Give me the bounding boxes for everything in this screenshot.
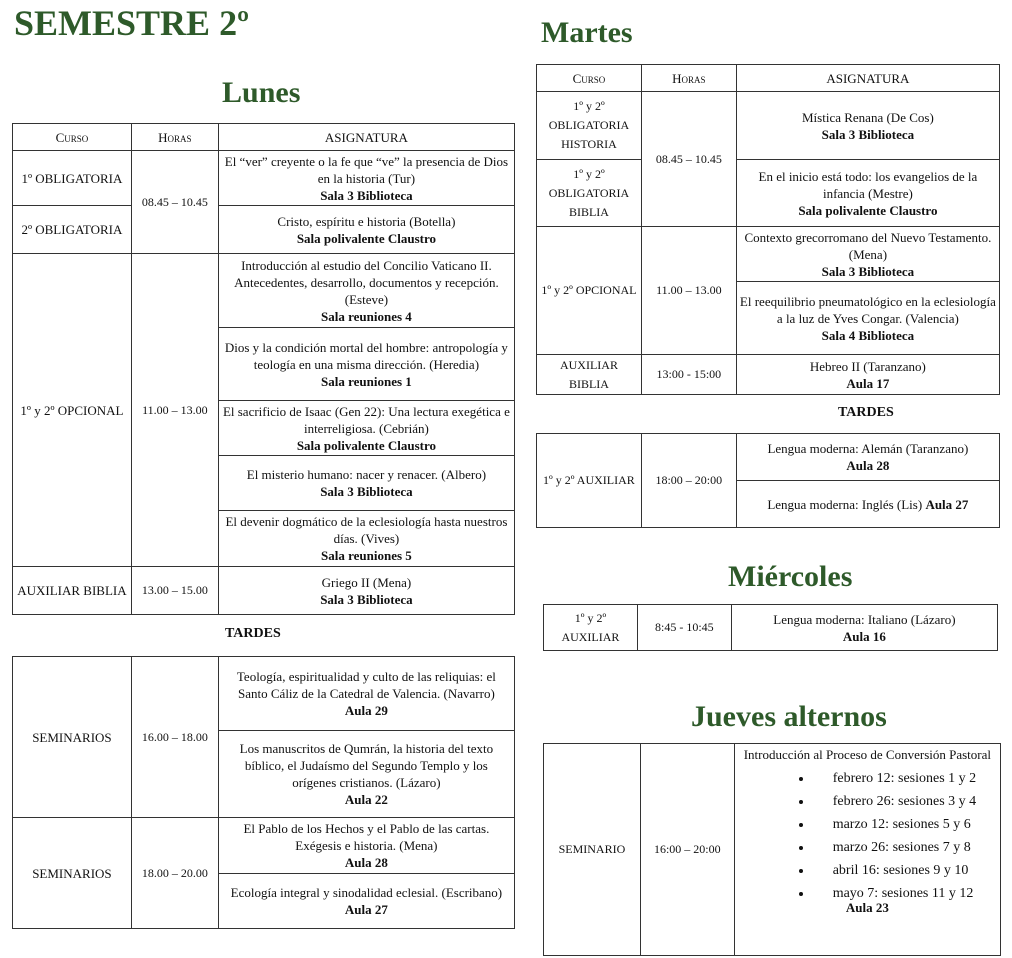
curso-cell: 1º y 2º OPCIONAL: [13, 254, 132, 567]
col-header-asignatura: ASIGNATURA: [218, 124, 514, 151]
subject-cell: [218, 874, 514, 929]
subject-text: Lengua moderna: Inglés (Lis): [767, 496, 923, 512]
session-item: • febrero 26: sesiones 3 y 4: [813, 790, 997, 813]
subject-text: Introducción al estudio del Concilio Vaticano II. Antecedentes, desarrollo, documentos y recepción. (Esteve): [234, 257, 499, 307]
room-label: Sala reuniones 4: [321, 308, 412, 324]
horas-cell: 08.45 – 10.45: [641, 92, 736, 227]
room-label: Aula 28: [846, 458, 890, 473]
martes-morning-table: [536, 64, 1000, 395]
horas-cell: 16:00 – 20:00: [640, 744, 734, 956]
subject-cell: [736, 227, 999, 282]
subject-cell: [218, 511, 514, 567]
curso-cell: 1º y 2º OPCIONAL: [537, 227, 642, 355]
subject-cell: [218, 328, 514, 401]
subject-cell: [736, 160, 999, 227]
room-label: Aula 27: [344, 902, 388, 917]
subject-text: Griego II (Mena): [321, 574, 412, 590]
subject-cell: [736, 282, 999, 355]
room-label: Sala 3 Biblioteca: [320, 187, 413, 203]
room-label: Sala polivalente Claustro: [798, 202, 938, 218]
horas-cell: 13.00 – 15.00: [131, 567, 218, 615]
subject-cell: [218, 151, 514, 206]
room-label: Sala 4 Biblioteca: [821, 327, 915, 343]
horas-cell: 11.00 – 13.00: [641, 227, 736, 355]
session-item: • febrero 12: sesiones 1 y 2: [813, 767, 997, 790]
room-label: Sala 3 Biblioteca: [320, 591, 413, 607]
subject-text: El “ver” creyente o la fe que “ve” la presencia de Dios en la historia (Tur): [224, 153, 509, 186]
miercoles-table: [543, 604, 998, 651]
subject-text: Contexto grecorromano del Nuevo Testamento. (Mena): [744, 229, 992, 262]
horas-cell: 11.00 – 13.00: [131, 254, 218, 567]
room-label: Sala polivalente Claustro: [296, 230, 436, 246]
col-header-curso: Curso: [13, 124, 132, 151]
subject-text: Los manuscritos de Qumrán, la historia del texto bíblico, el Judaísmo del Segundo Templo y los orígenes cristianos. (Lázaro): [239, 741, 494, 790]
curso-cell: 1º y 2º AUXILIAR: [544, 605, 638, 651]
room-label: Sala 3 Biblioteca: [821, 263, 915, 279]
martes-tardes-label: TARDES: [838, 405, 894, 420]
curso-cell: 2º OBLIGATORIA: [13, 206, 132, 254]
curso-cell: AUXILIAR BIBLIA: [537, 355, 642, 395]
room-label: Sala reuniones 5: [321, 548, 412, 563]
session-list: [738, 767, 997, 905]
subject-cell: [218, 456, 514, 511]
subject-text: El misterio humano: nacer y renacer. (Albero): [246, 467, 487, 482]
subject-cell: [736, 434, 999, 481]
curso-cell: SEMINARIOS: [13, 818, 132, 929]
horas-cell: 18.00 – 20.00: [131, 818, 218, 929]
subject-text: Ecología integral y sinodalidad eclesial. (Escribano): [230, 885, 503, 900]
horas-cell: 13:00 - 15:00: [641, 355, 736, 395]
subject-cell: [731, 605, 997, 651]
curso-cell: SEMINARIOS: [13, 657, 132, 818]
horas-cell: 16.00 – 18.00: [131, 657, 218, 818]
subject-cell: [218, 401, 514, 456]
lunes-afternoon-table: [12, 656, 515, 929]
lunes-title: Lunes: [222, 76, 301, 109]
subject-cell: [218, 731, 514, 818]
subject-text: Lengua moderna: Alemán (Taranzano): [767, 441, 969, 456]
col-header-horas: Horas: [641, 65, 736, 92]
col-header-horas: Horas: [131, 124, 218, 151]
curso-cell: 1º y 2º OBLIGATORIA HISTORIA: [537, 92, 642, 160]
horas-cell: 8:45 - 10:45: [637, 605, 731, 651]
room-label: Aula 28: [344, 855, 388, 870]
lunes-morning-table: [12, 123, 515, 615]
room-label: Aula 16: [842, 628, 886, 644]
horas-cell: 08.45 – 10.45: [131, 151, 218, 254]
room-label: Aula 27: [925, 496, 969, 512]
subject-text: Lengua moderna: Italiano (Lázaro): [773, 611, 956, 627]
room-label: Aula 17: [846, 375, 890, 391]
room-label: Sala 3 Biblioteca: [320, 484, 413, 499]
horas-cell: 18:00 – 20:00: [641, 434, 736, 528]
subject-text: En el inicio está todo: los evangelios de la infancia (Mestre): [758, 168, 978, 201]
subject-text: Introducción al Proceso de Conversión Pastoral: [743, 747, 991, 762]
subject-cell: [218, 818, 514, 874]
page-title: SEMESTRE 2º: [14, 3, 249, 43]
room-label: Sala reuniones 1: [321, 373, 412, 389]
subject-cell: [218, 567, 514, 615]
room-label: Sala polivalente Claustro: [296, 437, 436, 453]
room-label: Aula 22: [344, 792, 388, 807]
martes-title: Martes: [541, 16, 633, 49]
room-label: Sala 3 Biblioteca: [821, 126, 915, 142]
subject-text: Hebreo II (Taranzano): [809, 358, 926, 374]
lunes-tardes-label: TARDES: [225, 626, 281, 641]
curso-cell: SEMINARIO: [544, 744, 641, 956]
curso-cell: 1º OBLIGATORIA: [13, 151, 132, 206]
subject-text: El devenir dogmático de la eclesiología hasta nuestros días. (Vives): [225, 514, 508, 546]
col-header-curso: Curso: [537, 65, 642, 92]
curso-cell: AUXILIAR BIBLIA: [13, 567, 132, 615]
subject-cell: [734, 744, 1000, 956]
subject-text: El Pablo de los Hechos y el Pablo de las cartas. Exégesis e historia. (Mena): [243, 821, 490, 853]
subject-cell: [218, 206, 514, 254]
room-label: Aula 23: [845, 900, 889, 915]
miercoles-title: Miércoles: [728, 560, 853, 593]
curso-cell: 1º y 2º OBLIGATORIA BIBLIA: [537, 160, 642, 227]
jueves-title: Jueves alternos: [691, 700, 887, 733]
subject-text: El reequilibrio pneumatológico en la eclesiología a la luz de Yves Congar. (Valencia): [739, 293, 996, 326]
session-item: • marzo 26: sesiones 7 y 8: [813, 836, 997, 859]
curso-cell: 1º y 2º AUXILIAR: [537, 434, 642, 528]
subject-cell: [218, 254, 514, 328]
room-label: Aula 29: [344, 703, 388, 718]
subject-cell: [736, 92, 999, 160]
col-header-asignatura: ASIGNATURA: [736, 65, 999, 92]
subject-text: Teología, espiritualidad y culto de las reliquias: el Santo Cáliz de la Catedral de Valencia. (Navarro): [236, 669, 496, 701]
subject-text: Mística Renana (De Cos): [802, 109, 934, 125]
session-item: • abril 16: sesiones 9 y 10: [813, 859, 997, 882]
martes-afternoon-table: [536, 433, 1000, 528]
subject-cell: [736, 481, 999, 528]
subject-cell: [218, 657, 514, 731]
subject-text: Cristo, espíritu e historia (Botella): [277, 213, 456, 229]
subject-text: Dios y la condición mortal del hombre: antropología y teología en una misma dirección. (Heredia): [224, 339, 508, 372]
session-item: • mayo 7: sesiones 11 y 12: [813, 882, 997, 905]
jueves-table: [543, 743, 1001, 956]
subject-text: El sacrificio de Isaac (Gen 22): Una lectura exegética e interreligiosa. (Cebrián): [222, 403, 510, 436]
session-item: • marzo 12: sesiones 5 y 6: [813, 813, 997, 836]
subject-cell: [736, 355, 999, 395]
